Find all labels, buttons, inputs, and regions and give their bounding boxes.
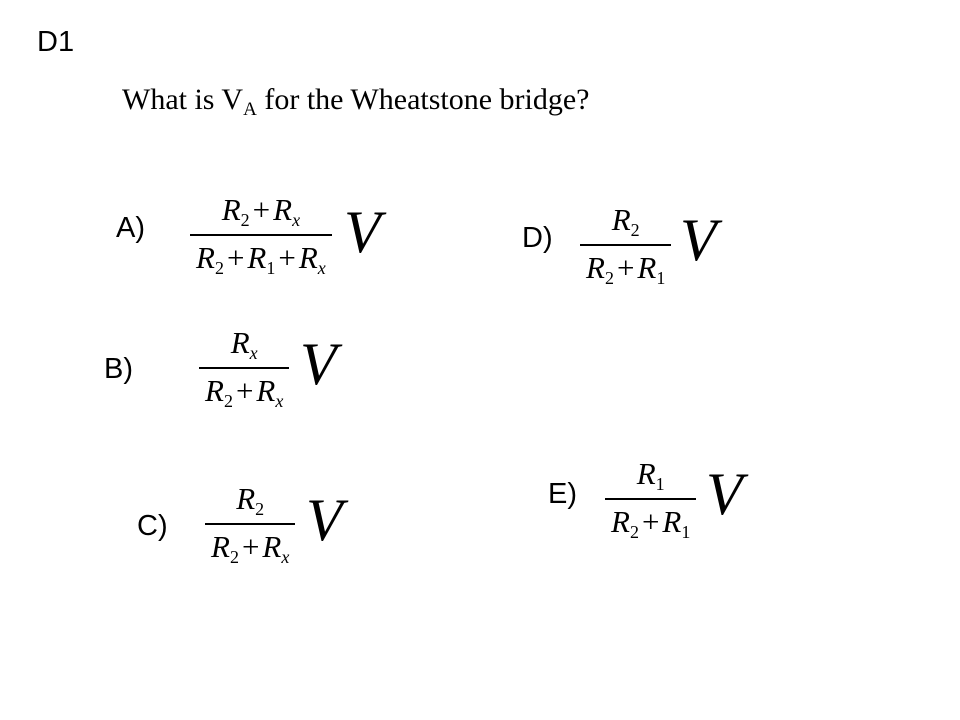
resistor-subscript: 2 (240, 210, 250, 230)
option-c-numerator (230, 483, 270, 523)
resistor-subscript: 2 (214, 258, 224, 278)
resistor-term (611, 504, 639, 542)
option-b-numerator (225, 327, 264, 367)
question-text (122, 85, 590, 119)
resistor-symbol: R (586, 250, 605, 285)
option-a-numerator (216, 194, 306, 234)
option-b-denominator (199, 369, 289, 410)
resistor-symbol: R (637, 250, 657, 285)
option-c-label: C) (137, 510, 168, 542)
option-e-fraction (605, 458, 696, 541)
option-c-fraction (205, 483, 295, 566)
resistor-symbol: R (611, 504, 630, 539)
option-a-denominator (190, 236, 332, 277)
resistor-subscript: x (281, 547, 290, 567)
option-d-numerator (606, 204, 646, 244)
resistor-term (230, 325, 258, 363)
option-b-voltage: V (300, 331, 337, 397)
plus-operator: + (235, 373, 254, 408)
resistor-symbol: R (211, 529, 230, 564)
resistor-term (273, 192, 301, 230)
resistor-symbol: R (230, 325, 250, 360)
resistor-term (636, 456, 665, 494)
option-e-label: E) (548, 478, 577, 510)
resistor-symbol: R (196, 240, 215, 275)
resistor-subscript: x (292, 210, 301, 230)
slide-id: D1 (37, 26, 75, 58)
resistor-symbol: R (205, 373, 224, 408)
option-d-fraction (580, 204, 671, 287)
plus-operator: + (226, 240, 245, 275)
resistor-term (221, 192, 250, 230)
resistor-symbol: R (636, 456, 656, 491)
resistor-subscript: x (317, 258, 326, 278)
plus-operator: + (241, 529, 260, 564)
plus-operator: + (641, 504, 660, 539)
resistor-term (256, 373, 284, 411)
option-e-denominator (605, 500, 696, 541)
resistor-term (586, 250, 614, 288)
option-d-denominator (580, 246, 671, 287)
option-d-label: D) (522, 222, 553, 254)
resistor-symbol: R (662, 504, 682, 539)
resistor-symbol: R (298, 240, 318, 275)
resistor-subscript: 1 (266, 258, 276, 278)
resistor-subscript: x (249, 343, 258, 363)
resistor-subscript: 2 (255, 499, 265, 519)
resistor-subscript: 2 (604, 268, 614, 288)
resistor-term (205, 373, 233, 411)
resistor-subscript: 1 (655, 474, 665, 494)
option-e-voltage: V (706, 461, 743, 527)
question-prefix: What is V (122, 83, 244, 116)
option-d-voltage: V (680, 207, 717, 273)
resistor-subscript: 1 (681, 522, 691, 542)
option-b-label: B) (104, 353, 133, 385)
resistor-subscript: 2 (223, 391, 233, 411)
option-a-label: A) (116, 212, 145, 244)
resistor-term (611, 202, 640, 240)
resistor-term (211, 529, 239, 567)
option-a-fraction (190, 194, 332, 277)
option-b-fraction (199, 327, 289, 410)
resistor-symbol: R (262, 529, 282, 564)
resistor-symbol: R (221, 192, 241, 227)
resistor-term (236, 481, 265, 519)
option-e-numerator (631, 458, 671, 498)
plus-operator: + (252, 192, 271, 227)
resistor-subscript: 1 (656, 268, 666, 288)
resistor-subscript: 2 (629, 522, 639, 542)
resistor-term (662, 504, 691, 542)
resistor-symbol: R (247, 240, 267, 275)
resistor-symbol: R (236, 481, 256, 516)
option-c-denominator (205, 525, 295, 566)
resistor-subscript: 2 (229, 547, 239, 567)
question-suffix: for the Wheatstone bridge? (256, 83, 590, 116)
resistor-subscript: 2 (630, 220, 640, 240)
resistor-term (637, 250, 666, 288)
resistor-symbol: R (256, 373, 276, 408)
resistor-term (262, 529, 290, 567)
plus-operator: + (616, 250, 635, 285)
resistor-subscript: x (275, 391, 284, 411)
option-c-voltage: V (306, 487, 343, 553)
resistor-term (196, 240, 224, 278)
resistor-term (247, 240, 276, 278)
resistor-term (298, 240, 326, 278)
resistor-symbol: R (611, 202, 631, 237)
plus-operator: + (278, 240, 296, 275)
option-a-voltage: V (344, 199, 381, 265)
resistor-symbol: R (273, 192, 293, 227)
question-subscript: A (243, 99, 257, 120)
